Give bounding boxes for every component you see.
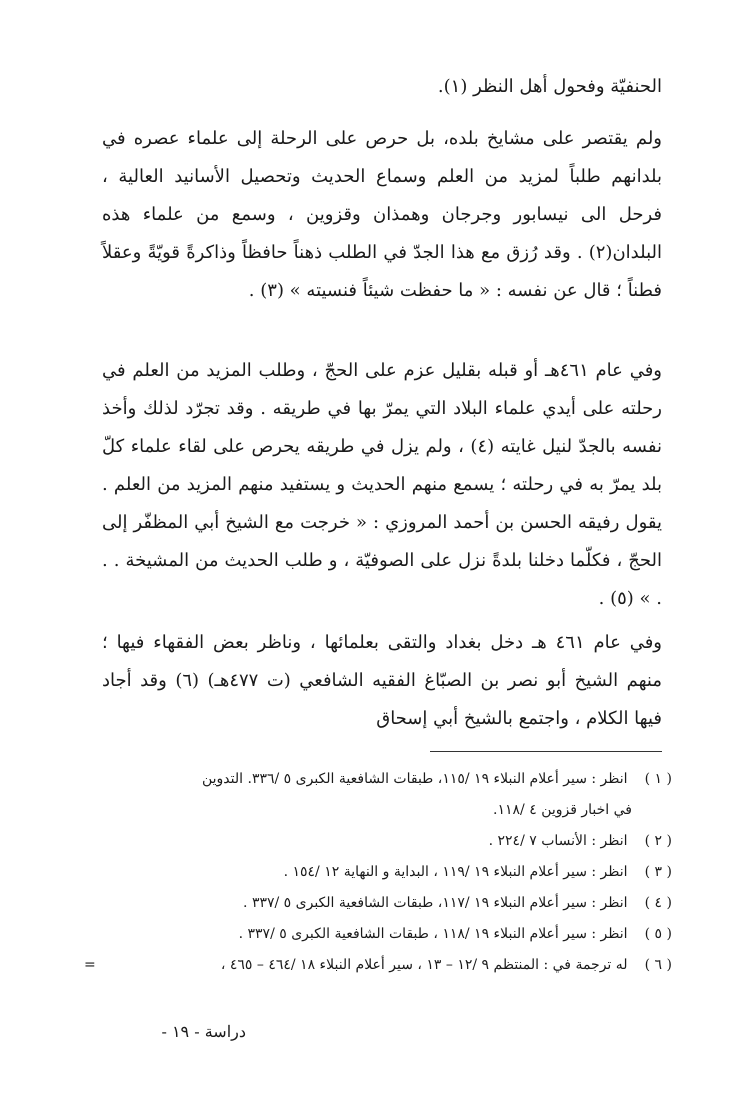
footnote-text: انظر : سير أعلام النبلاء ١٩ /١١٧، طبقات الشافعية الكبرى ٥ /٣٣٧ . (243, 895, 628, 911)
footnote-6 (84, 950, 672, 981)
footnote-number: ( ٣ ) (644, 864, 672, 880)
paragraph-continuation: الحنفيّة وفحول أهل النظر (١). (437, 76, 662, 97)
footnote-number: ( ٢ ) (644, 833, 672, 849)
paragraph-baghdad: وفي عام ٤٦١ هـ دخل بغداد والتقى بعلمائها ، وناظر بعض الفقهاء فيها ؛ منهم الشيخ أبو نصر بن الصبّاغ الفقيه الشافعي (ت ٤٧٧هـ) (٦) وقد أجاد فيها الكلام ، واجتمع بالشيخ أبي إسحاق (102, 632, 662, 729)
footnote-number: ( ٦ ) (644, 957, 672, 973)
footnote-3 (92, 857, 672, 888)
footnote-text: انظر : سير أعلام النبلاء ١٩ /١١٥، طبقات الشافعية الكبرى ٥ /٣٣٦. التدوين (201, 771, 628, 787)
footnote-2 (92, 826, 672, 857)
footnote-number: ( ٥ ) (644, 926, 672, 942)
footnote-text: انظر : سير أعلام النبلاء ١٩ /١١٨ ، طبقات الشافعية الكبرى ٥ /٣٣٧ . (238, 926, 628, 942)
paragraph-hajj: وفي عام ٤٦١هـ أو قبله بقليل عزم على الحجّ ، وطلب المزيد من العلم في رحلته على أيدي علماء البلاد التي يمرّ بها في طريقه . وقد تجرّد لذلك وأخذ نفسه بالجدّ لنيل غايته (٤) ، ولم يزل في طريقه يحرص على لقاء علماء كلّ بلد يمرّ به في رحلته ؛ يسمع منهم الحديث و يستفيد منهم المزيد من العلم . يقول رفيقه الحسن بن أحمد المروزي : « خرجت مع الشيخ أبي المظفّر إلى الحجّ ، فكلّما دخلنا بلدةً نزل على الصوفيّة ، و طلب الحديث من المشيخة . . . » (٥) . (102, 360, 662, 609)
footnote-5 (92, 919, 672, 950)
footnote-text: له ترجمة في : المنتظم ٩ /١٢ – ١٣ ، سير أعلام النبلاء ١٨ /٤٦٤ – ٤٦٥ ، (220, 957, 628, 973)
footnote-number: ( ٤ ) (644, 895, 672, 911)
footnotes (84, 764, 672, 981)
footnote-1 (92, 764, 672, 826)
paragraph-travels: ولم يقتصر على مشايخ بلده، بل حرص على الرحلة إلى علماء عصره في بلدانهم طلباً لمزيد من العلم وسماع الحديث وتحصيل الأسانيد العالية ، فرحل الى نيسابور وجرجان وهمذان وقزوين ، وسمع من علماء هذه البلدان(٢) . وقد رُزق مع هذا الجدّ في الطلب ذهناً حافظاً وذاكرةً قويّةً وعقلاً فطناً ؛ قال عن نفسه : « ما حفظت شيئاً فنسيته » (٣) . (102, 128, 662, 301)
footnote-continuation: في اخبار قزوين ٤ /١١٨. (493, 802, 632, 818)
continuation-mark: = (84, 957, 96, 973)
page-number: دراسة - ١٩ - (161, 1022, 246, 1041)
footnote-divider (430, 751, 662, 752)
footnote-text: انظر : الأنساب ٧ /٢٢٤ . (488, 833, 628, 849)
footnote-4 (92, 888, 672, 919)
footnote-text: انظر : سير أعلام النبلاء ١٩ /١١٩ ، البداية و النهاية ١٢ /١٥٤ . (283, 864, 628, 880)
footnote-number: ( ١ ) (644, 771, 672, 787)
